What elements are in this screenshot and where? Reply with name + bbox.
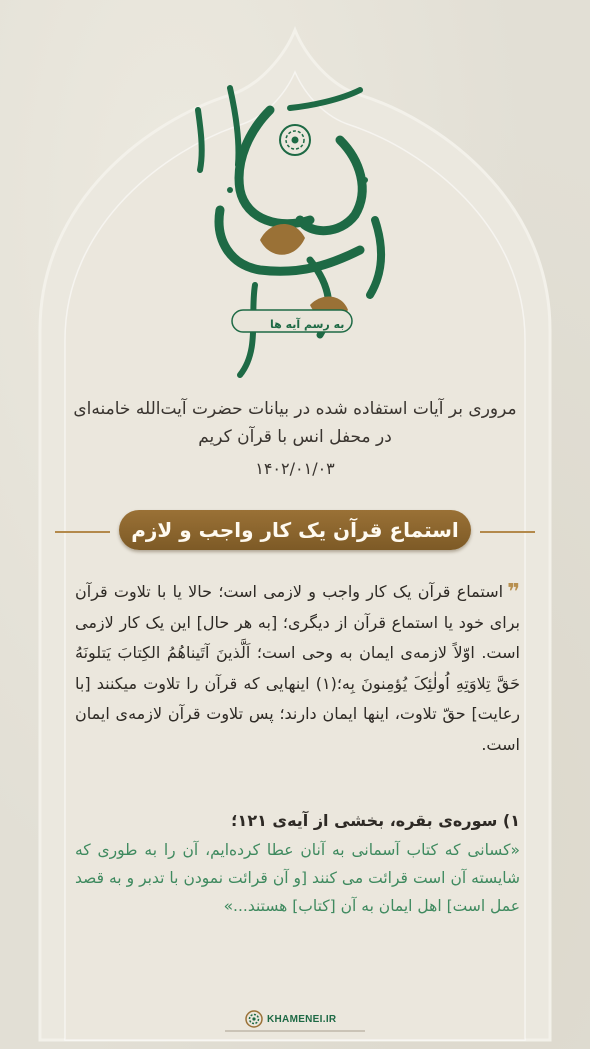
intro-text bbox=[60, 395, 530, 483]
body-text: استماع قرآن یک کار واجب و لازمی است؛ حالا یا با تلاوت قرآن برای خود یا استماع قرآن از دیگری؛ [به هر حال] این یک کار لازمی است. اوّلاً لازمه‌ی ایمان به وحی است؛ اَلَّذینَ آتَیناهُمُ الکِتابَ یَتلونَهُ حَقَّ تِلاوَتِهِ اُولٰئِکَ یُؤمِنونَ بِه؛(۱) اینهایی که قرآن را تلاوت میکنند [با رعایت] حقّ تلاوت، اینها ایمان دارند؛ پس تلاوت قرآن لازمه‌ی ایمان است. bbox=[75, 582, 520, 754]
section-title: استماع قرآن یک کار واجب و لازم bbox=[119, 510, 471, 550]
calligraphy-logo-icon bbox=[160, 70, 430, 390]
logo-caption: به رسم آیه ها bbox=[270, 318, 345, 331]
reference-title: ۱) سوره‌ی بقره، بخشی از آیه‌ی ۱۲۱؛ bbox=[231, 811, 520, 830]
footer-brand bbox=[245, 1009, 336, 1029]
reference-text: «کسانی که کتاب آسمانی به آنان عطا کرده‌ایم، آن را به طوری که شایسته آن است قرائت می کنند [و آن قرائت نمودن با تدبر و به قصد عمل است] اهل ایمان به آن [کتاب] هستند...» bbox=[75, 841, 520, 915]
body-paragraph bbox=[75, 577, 520, 760]
footer-brand-text: KHAMENEI.IR bbox=[267, 1013, 337, 1025]
logo bbox=[160, 70, 430, 390]
title-divider-left bbox=[55, 531, 110, 533]
footer-subtitle-line bbox=[225, 1030, 365, 1032]
title-row bbox=[55, 510, 535, 554]
khamenei-emblem-icon bbox=[245, 1010, 263, 1028]
title-divider-right bbox=[480, 531, 535, 533]
intro-line-1: مروری بر آیات استفاده شده در بیانات حضرت آیت‌الله خامنه‌ای bbox=[73, 399, 517, 419]
intro-line-2: در محفل انس با قرآن کریم bbox=[198, 427, 392, 447]
quote-mark-icon: ❞ bbox=[507, 580, 520, 605]
intro-date: ۱۴۰۲/۰۱/۰۳ bbox=[255, 459, 335, 478]
